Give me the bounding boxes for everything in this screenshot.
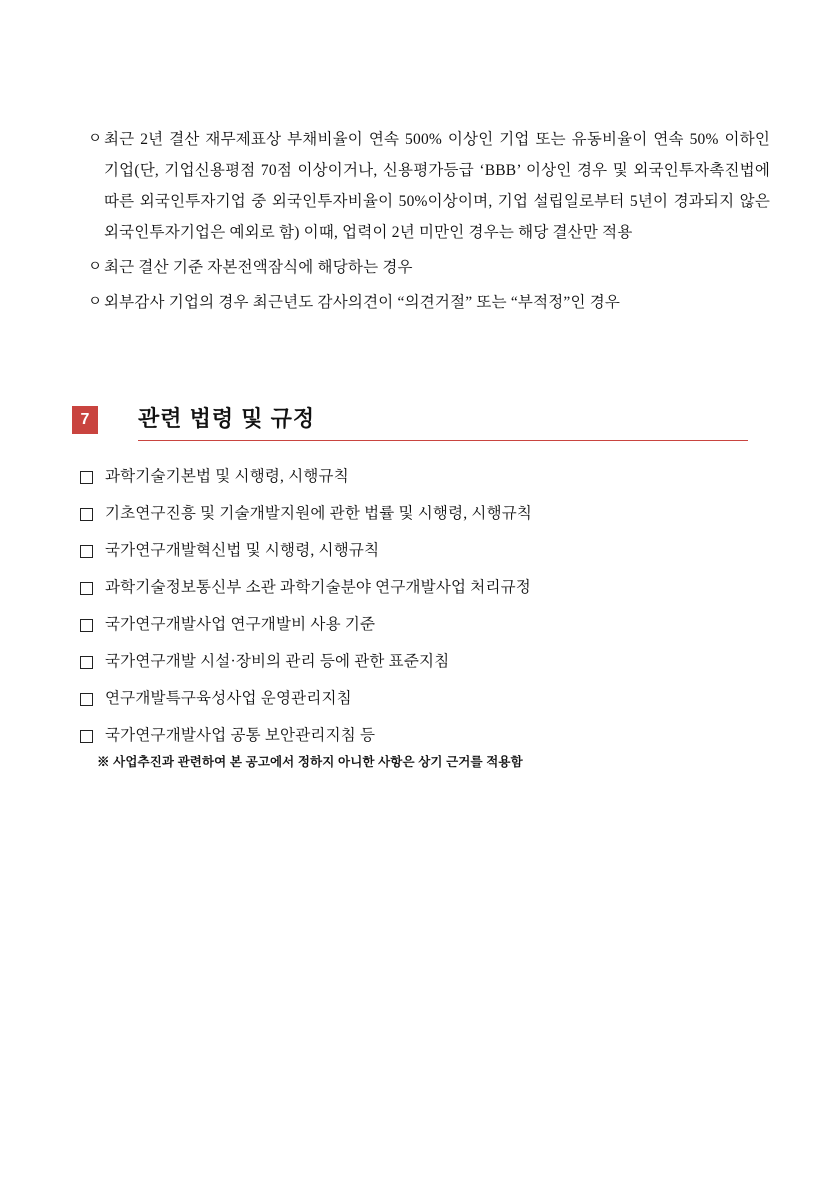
checkbox-icon xyxy=(80,656,93,669)
section-title: 관련 법령 및 규정 xyxy=(138,406,316,431)
list-item-label: 과학기술정보통신부 소관 과학기술분야 연구개발사업 처리규정 xyxy=(105,579,531,596)
list-item-label: 연구개발특구육성사업 운영관리지침 xyxy=(105,690,352,707)
list-item xyxy=(80,645,770,682)
list-item-text: 외부감사 기업의 경우 최근년도 감사의견이 “의견거절” 또는 “부적정”인 경우 xyxy=(104,294,621,311)
list-item-label: 국가연구개발혁신법 및 시행령, 시행규칙 xyxy=(105,542,380,559)
list-item xyxy=(80,682,770,719)
list-item-label: 국가연구개발사업 공통 보안관리지침 등 xyxy=(105,727,376,744)
bullet-marker-icon: ㅇ xyxy=(88,294,103,310)
section-number-badge: 7 xyxy=(72,406,98,434)
list-item-text: 최근 2년 결산 재무제표상 부채비율이 연속 500% 이상인 기업 또는 유동비율이 연속 50% 이하인 기업(단, 기업신용평점 70점 이상이거나, 신용평가등급 ‘BBB’ 이상인 경우 및 외국인투자촉진법에 따른 외국인투자기업 중 외국인투자비율이 50%이상이며, 기업 설립일로부터 5년이 경과되지 않은 외국인투자기업은 예외로 함) 이때, 업력이 2년 미만인 경우는 해당 결산만 적용 xyxy=(104,131,770,241)
list-item xyxy=(88,124,770,248)
footnote: ※ 사업추진과 관련하여 본 공고에서 정하지 아니한 사항은 상기 근거를 적용함 xyxy=(97,755,523,769)
list-item xyxy=(80,460,770,497)
checkbox-icon xyxy=(80,582,93,595)
list-item-label: 국가연구개발 시설·장비의 관리 등에 관한 표준지침 xyxy=(105,653,450,670)
checkbox-icon xyxy=(80,693,93,706)
list-item-label: 기초연구진흥 및 기술개발지원에 관한 법률 및 시행령, 시행규칙 xyxy=(105,505,533,522)
list-item-text: 최근 결산 기준 자본전액잠식에 해당하는 경우 xyxy=(104,259,413,276)
bullet-marker-icon: ㅇ xyxy=(88,131,103,147)
checkbox-icon xyxy=(80,545,93,558)
checkbox-icon xyxy=(80,508,93,521)
section-divider xyxy=(138,440,748,441)
checkbox-icon xyxy=(80,619,93,632)
bullet-marker-icon: ㅇ xyxy=(88,259,103,275)
list-item xyxy=(80,608,770,645)
list-item xyxy=(80,719,770,756)
list-item-label: 과학기술기본법 및 시행령, 시행규칙 xyxy=(105,468,349,485)
list-item xyxy=(88,287,770,318)
regulations-checklist xyxy=(80,460,770,756)
list-item xyxy=(80,534,770,571)
list-item xyxy=(80,497,770,534)
list-item xyxy=(88,252,770,283)
checkbox-icon xyxy=(80,471,93,484)
list-item-label: 국가연구개발사업 연구개발비 사용 기준 xyxy=(105,616,376,633)
list-item xyxy=(80,571,770,608)
exclusion-criteria-list xyxy=(88,124,770,322)
section-header xyxy=(72,404,748,446)
checkbox-icon xyxy=(80,730,93,743)
